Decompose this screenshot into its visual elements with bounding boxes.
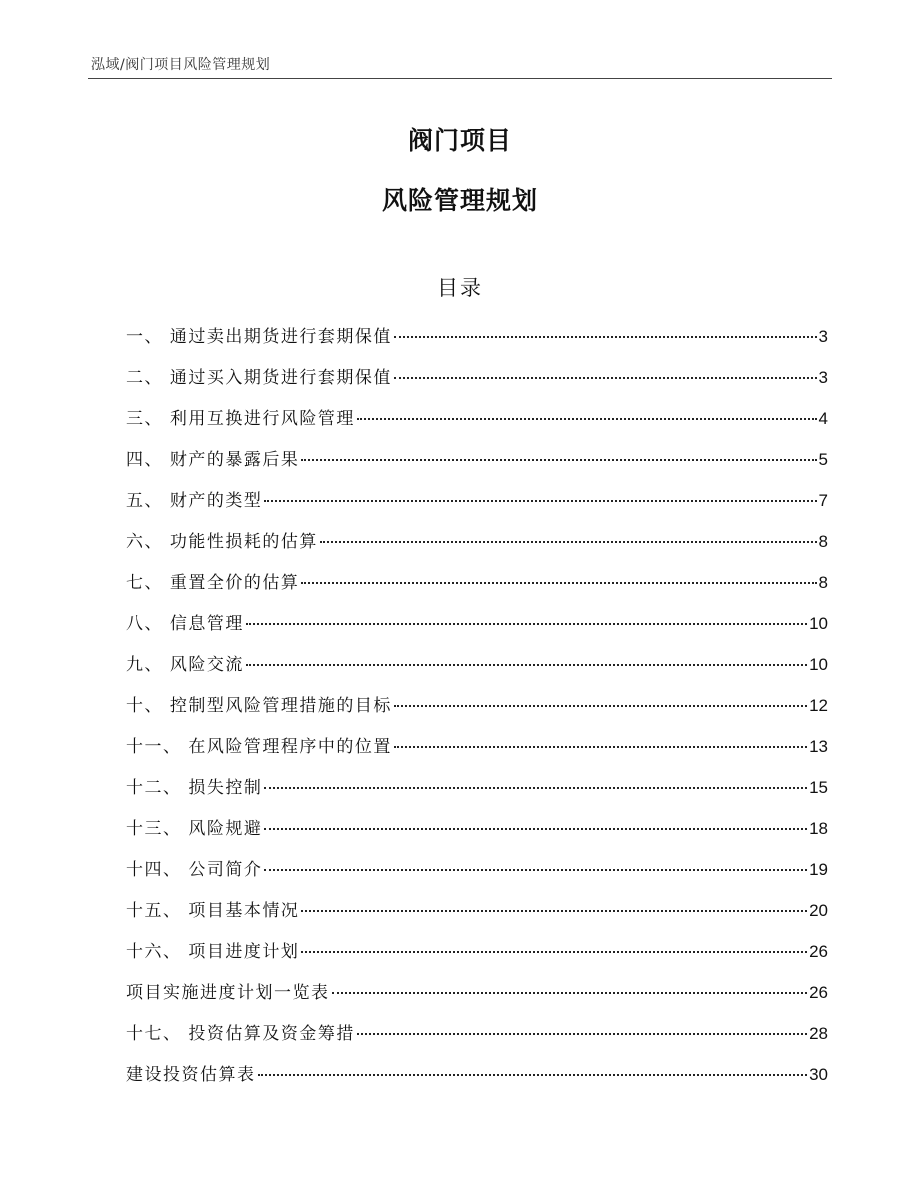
toc-dot-leader [264,869,807,871]
toc-dot-leader [264,500,816,502]
toc-dot-leader [246,623,807,625]
toc-entry[interactable] [126,855,828,896]
toc-page-number: 18 [809,819,828,838]
toc-page-number: 26 [809,983,828,1002]
toc-entry-label: 五、 财产的类型 [126,491,263,511]
toc-entry-label: 十、 控制型风险管理措施的目标 [126,696,392,716]
toc-entry-label: 十四、 公司简介 [126,860,263,880]
toc-dot-leader [357,1033,807,1035]
toc-page-number: 8 [818,532,828,551]
document-title-line1: 阀门项目 [407,126,512,155]
toc-dot-leader [332,992,808,994]
toc-entry-label: 八、 信息管理 [126,614,244,634]
toc-dot-leader [246,664,807,666]
table-of-contents [126,322,828,1101]
toc-entry[interactable] [126,322,828,363]
toc-page-number: 20 [809,901,828,920]
toc-page-number: 10 [809,614,828,633]
toc-entry[interactable] [126,978,828,1019]
header-rule [88,78,832,79]
toc-dot-leader [264,828,807,830]
toc-dot-leader [301,951,807,953]
toc-page-number: 10 [809,655,828,674]
toc-page-number: 5 [818,450,828,469]
toc-entry[interactable] [126,814,828,855]
toc-page-number: 12 [809,696,828,715]
toc-entry[interactable] [126,363,828,404]
toc-entry[interactable] [126,609,828,650]
toc-entry-label: 十五、 项目基本情况 [126,901,300,921]
toc-dot-leader [301,582,816,584]
toc-entry-label: 十六、 项目进度计划 [126,942,300,962]
toc-dot-leader [301,459,816,461]
toc-entry-label: 一、 通过卖出期货进行套期保值 [126,327,392,347]
toc-entry[interactable] [126,896,828,937]
toc-entry-label: 十二、 损失控制 [126,778,263,798]
toc-page-number: 4 [818,409,828,428]
toc-page-number: 15 [809,778,828,797]
toc-dot-leader [264,787,807,789]
toc-entry[interactable] [126,691,828,732]
toc-page-number: 13 [809,737,828,756]
toc-entry[interactable] [126,1060,828,1101]
toc-page-number: 8 [818,573,828,592]
toc-entry[interactable] [126,445,828,486]
toc-entry[interactable] [126,937,828,978]
toc-dot-leader [394,705,807,707]
toc-entry-label: 十七、 投资估算及资金筹措 [126,1024,355,1044]
toc-dot-leader [394,377,817,379]
toc-entry[interactable] [126,650,828,691]
toc-page-number: 19 [809,860,828,879]
toc-dot-leader [394,746,807,748]
toc-dot-leader [258,1074,808,1076]
toc-entry-label: 二、 通过买入期货进行套期保值 [126,368,392,388]
document-title-line2: 风险管理规划 [381,186,538,215]
toc-entry-label: 建设投资估算表 [126,1065,256,1085]
toc-entry-label: 十一、 在风险管理程序中的位置 [126,737,392,757]
toc-entry[interactable] [126,527,828,568]
toc-entry-label: 七、 重置全价的估算 [126,573,300,593]
running-header: 泓域/阀门项目风险管理规划 [91,57,271,73]
toc-entry-label: 四、 财产的暴露后果 [126,450,300,470]
toc-page-number: 7 [818,491,828,510]
toc-entry-label: 九、 风险交流 [126,655,244,675]
toc-dot-leader [301,910,807,912]
toc-entry[interactable] [126,732,828,773]
toc-dot-leader [394,336,817,338]
toc-page-number: 28 [809,1024,828,1043]
toc-page-number: 3 [818,368,828,387]
toc-entry[interactable] [126,773,828,814]
toc-dot-leader [320,541,817,543]
toc-entry[interactable] [126,404,828,445]
toc-entry-label: 项目实施进度计划一览表 [126,983,330,1003]
toc-entry-label: 三、 利用互换进行风险管理 [126,409,355,429]
toc-page-number: 3 [818,327,828,346]
toc-entry[interactable] [126,486,828,527]
toc-entry-label: 十三、 风险规避 [126,819,263,839]
toc-heading: 目录 [437,276,483,300]
toc-dot-leader [357,418,817,420]
toc-entry-label: 六、 功能性损耗的估算 [126,532,318,552]
toc-page-number: 26 [809,942,828,961]
toc-entry[interactable] [126,568,828,609]
toc-entry[interactable] [126,1019,828,1060]
toc-page-number: 30 [809,1065,828,1084]
